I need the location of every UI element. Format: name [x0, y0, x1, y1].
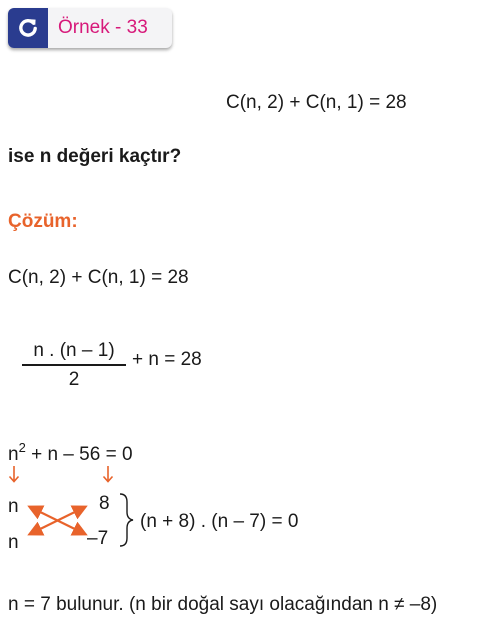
factor-right-top: 8	[99, 493, 110, 514]
quadratic-rest: + n – 56 = 0	[25, 444, 133, 465]
fraction-denominator: 2	[68, 368, 80, 390]
question-equation: C(n, 2) + C(n, 1) = 28	[226, 92, 407, 113]
fraction-bar	[22, 364, 126, 366]
refresh-icon	[16, 16, 40, 40]
fraction-rest: + n = 28	[132, 349, 202, 370]
cross-arrows	[0, 490, 140, 560]
example-label: Örnek - 33	[58, 17, 148, 38]
down-arrow-left	[10, 466, 19, 482]
factor-product: (n + 8) . (n – 7) = 0	[140, 511, 299, 532]
quadratic-base: n	[8, 444, 19, 465]
solution-heading: Çözüm:	[8, 211, 78, 232]
quadratic-exponent: 2	[18, 440, 26, 455]
factor-left-top: n	[8, 496, 19, 517]
down-arrow-right	[104, 466, 113, 482]
fraction-numerator: n . (n – 1)	[33, 340, 115, 361]
tag-icon-box	[8, 8, 48, 48]
factor-left-bottom: n	[8, 532, 19, 553]
example-tag	[8, 8, 172, 48]
question-prompt: ise n değeri kaçtır?	[8, 146, 182, 167]
factor-right-bottom: –7	[87, 528, 109, 549]
down-arrows	[0, 462, 130, 488]
result-text: n = 7 bulunur. (n bir doğal sayı olacağından n ≠ –8)	[8, 594, 438, 615]
curly-brace	[120, 494, 133, 546]
solution-step1: C(n, 2) + C(n, 1) = 28	[8, 267, 189, 288]
fraction	[22, 340, 126, 391]
